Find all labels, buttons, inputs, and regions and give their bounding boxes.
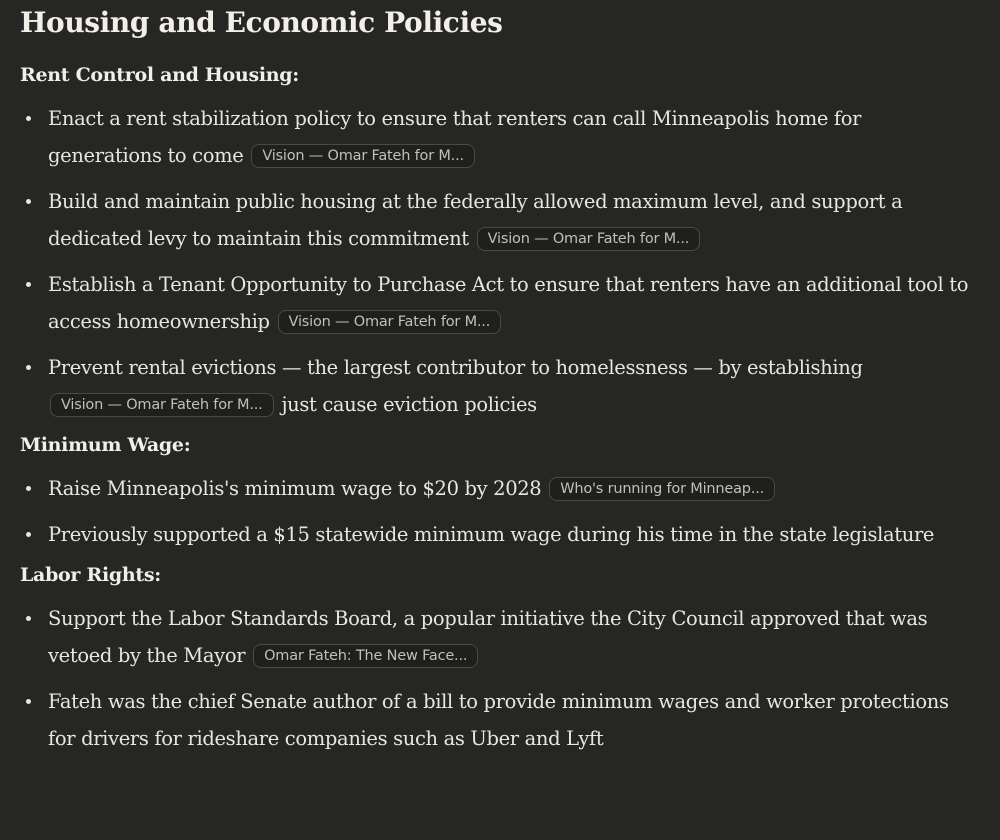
list-item-text: Establish a Tenant Opportunity to Purchase Act to ensure that renters have an additional tool to access homeownership — [48, 273, 969, 333]
citation-chip[interactable]: Vision — Omar Fateh for M... — [251, 144, 475, 168]
list-item-text: Prevent rental evictions — the largest contributor to homelessness — by establishing — [48, 356, 863, 379]
citation-chip[interactable]: Who's running for Minneap... — [549, 477, 775, 501]
list-item-text-after: just cause eviction policies — [281, 393, 537, 416]
section-title-rent-control: Rent Control and Housing: — [20, 64, 299, 86]
list-item-text: Support the Labor Standards Board, a popular initiative the City Council approved that was vetoed by the Mayor — [48, 607, 928, 667]
citation-chip[interactable]: Vision — Omar Fateh for M... — [477, 227, 701, 251]
list-item — [20, 183, 980, 257]
rent-control-list — [20, 100, 980, 423]
citation-chip[interactable]: Vision — Omar Fateh for M... — [278, 310, 502, 334]
list-item-text: Build and maintain public housing at the federally allowed maximum level, and support a dedicated levy to maintain this commitment — [48, 190, 903, 250]
list-item-text: Fateh was the chief Senate author of a bill to provide minimum wages and worker protections for drivers for rideshare companies such as Uber and Lyft — [48, 690, 949, 750]
section-title-labor-rights: Labor Rights: — [20, 564, 161, 586]
list-item-text: Previously supported a $15 statewide minimum wage during his time in the state legislature — [48, 523, 935, 546]
list-item — [20, 100, 980, 174]
page-title: Housing and Economic Policies — [20, 6, 503, 39]
list-item — [20, 349, 980, 423]
list-item — [20, 683, 980, 757]
labor-rights-list — [20, 600, 980, 757]
list-item — [20, 600, 980, 674]
citation-chip[interactable]: Vision — Omar Fateh for M... — [50, 393, 274, 417]
list-item — [20, 516, 980, 553]
minimum-wage-list — [20, 470, 980, 553]
list-item — [20, 470, 980, 507]
list-item-text: Enact a rent stabilization policy to ensure that renters can call Minneapolis home for generations to come — [48, 107, 862, 167]
citation-chip[interactable]: Omar Fateh: The New Face... — [253, 644, 478, 668]
list-item — [20, 266, 980, 340]
section-title-minimum-wage: Minimum Wage: — [20, 434, 191, 456]
list-item-text: Raise Minneapolis's minimum wage to $20 by 2028 — [48, 477, 542, 500]
